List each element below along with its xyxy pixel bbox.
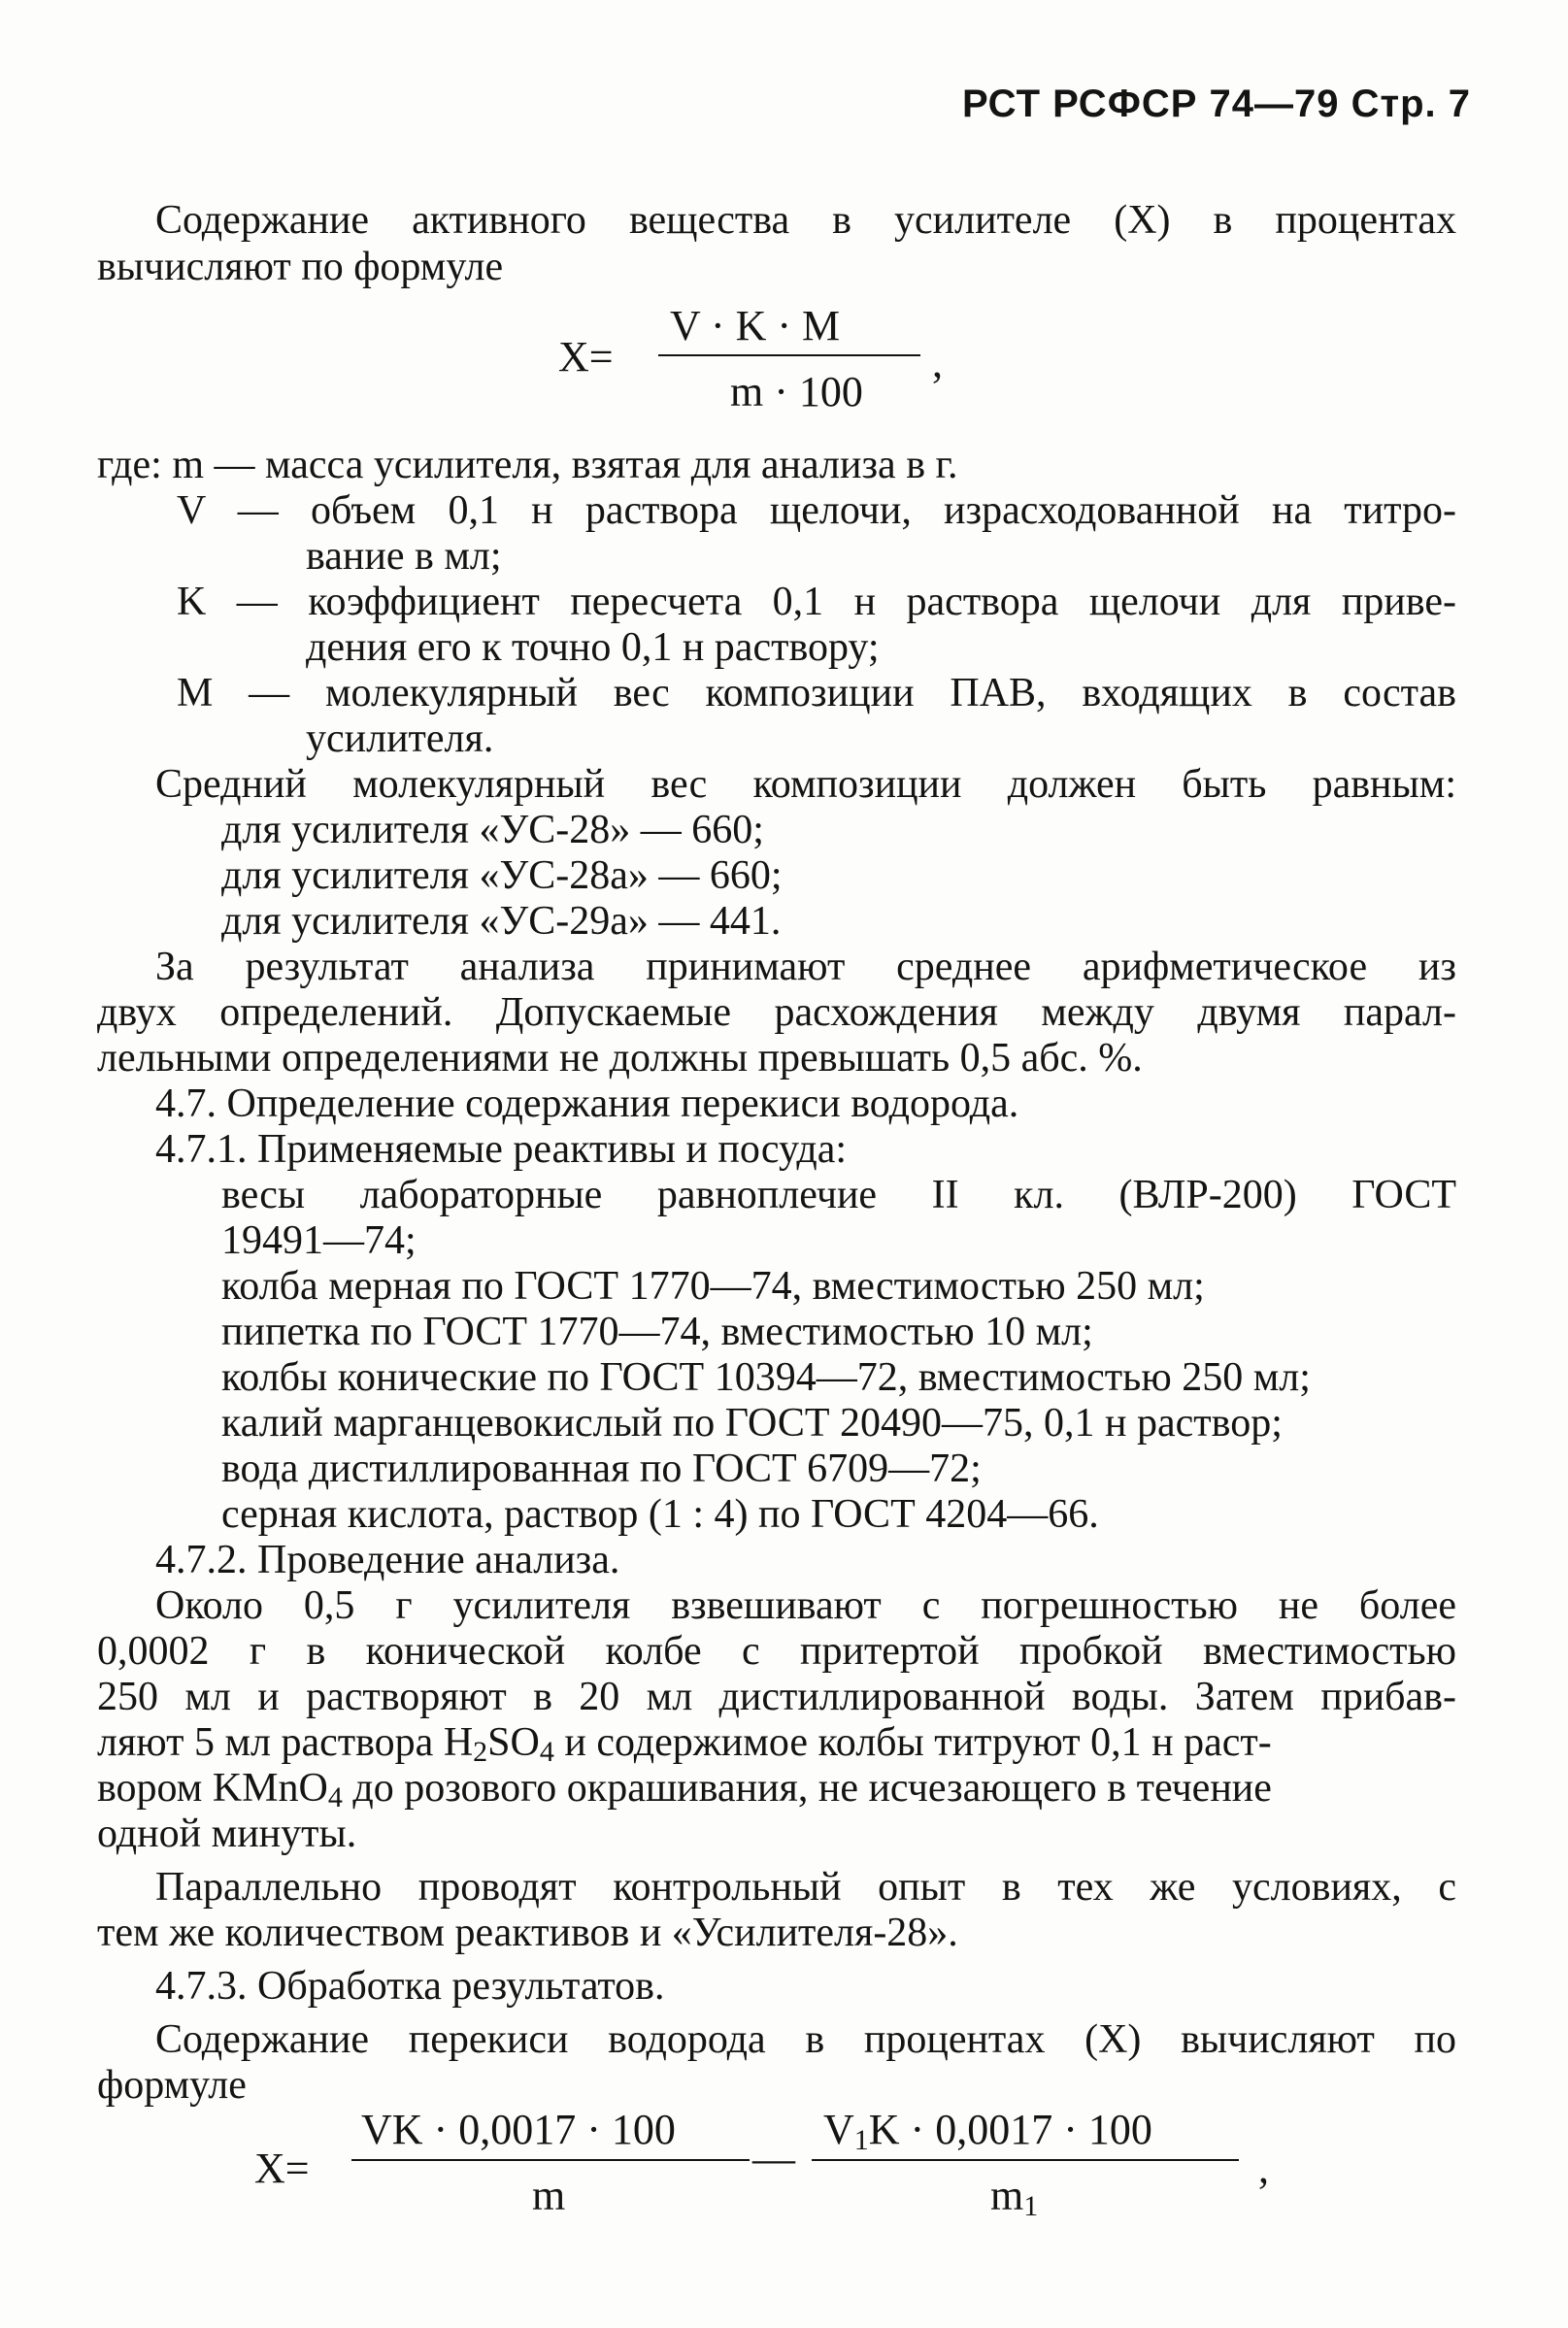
- analysis-line4-part-b: SO: [487, 1720, 540, 1765]
- where-item-v: V — объем 0,1 н раствора щелочи, израсходованной на титро-: [177, 488, 1456, 533]
- subscript-1: 1: [853, 2124, 869, 2156]
- section-4-7-1-heading: 4.7.1. Применяемые реактивы и посуда:: [155, 1127, 848, 1172]
- section-4-7-heading: 4.7. Определение содержания перекиси водорода.: [155, 1081, 1019, 1126]
- reagent-distilled-water: вода дистиллированная по ГОСТ 6709—72;: [221, 1447, 982, 1491]
- formula2-numerator-2-rest: K · 0,0017 · 100: [868, 2106, 1152, 2153]
- subscript-4: 4: [327, 1781, 343, 1813]
- reagent-flask-volumetric: колба мерная по ГОСТ 1770—74, вместимостью 250 мл;: [221, 1264, 1205, 1309]
- section-4-7-2-heading: 4.7.2. Проведение анализа.: [155, 1538, 620, 1582]
- result-line1: За результат анализа принимают среднее арифметическое из: [155, 945, 1456, 989]
- analysis-line5-part-a: вором KMnO: [97, 1766, 328, 1811]
- formula2-denominator-1: m: [532, 2172, 566, 2219]
- formula2-v1-symbol: V: [823, 2106, 854, 2153]
- formula2-fraction-bar-2: [812, 2159, 1239, 2161]
- result-line2: двух определений. Допускаемые расхождения между двумя парал-: [97, 990, 1456, 1035]
- analysis-line4-part-c: и содержимое колбы титруют 0,1 н раст-: [553, 1720, 1272, 1765]
- para1-line1: Содержание активного вещества в усилителе (X) в процентах: [155, 198, 1456, 243]
- where-item-k-cont: дения его к точно 0,1 н раствору;: [306, 625, 880, 670]
- final-para-line2: формуле: [97, 2063, 247, 2108]
- reagent-pipette: пипетка по ГОСТ 1770—74, вместимостью 10 мл;: [221, 1310, 1093, 1354]
- formula2-numerator-2: [823, 2105, 1152, 2157]
- formula1-fraction-bar: [658, 354, 920, 356]
- formula1-denominator: m · 100: [730, 368, 863, 416]
- reagent-flasks-conical: колбы конические по ГОСТ 10394—72, вместимостью 250 мл;: [221, 1355, 1311, 1400]
- formula2-numerator-1: VK · 0,0017 · 100: [361, 2106, 676, 2153]
- formula2-m1-symbol: m: [990, 2172, 1024, 2219]
- avg-weight-us28: для усилителя «УС-28» — 660;: [221, 808, 764, 852]
- where-item-v-cont: вание в мл;: [306, 534, 502, 579]
- analysis-line2: 0,0002 г в конической колбе с притертой пробкой вместимостью: [97, 1629, 1456, 1674]
- para1-line2: вычисляют по формуле: [97, 245, 504, 289]
- subscript-2: 2: [473, 1736, 488, 1768]
- control-line1: Параллельно проводят контрольный опыт в тех же условиях, с: [155, 1865, 1456, 1910]
- analysis-line1: Около 0,5 г усилителя взвешивают с погрешностью не более: [155, 1583, 1456, 1628]
- final-para-line1: Содержание перекиси водорода в процентах (X) вычисляют по: [155, 2017, 1456, 2062]
- avg-weight-us29a: для усилителя «УС-29а» — 441.: [221, 899, 782, 944]
- subscript-1: 1: [1023, 2190, 1039, 2222]
- where-item-k: K — коэффициент пересчета 0,1 н раствора щелочи для приве-: [177, 580, 1456, 624]
- formula2-denominator-2: [990, 2171, 1038, 2223]
- subscript-4: 4: [539, 1736, 554, 1768]
- formula1-comma: ,: [932, 339, 943, 386]
- where-item-m2: M — молекулярный вес композиции ПАВ, входящих в состав: [177, 671, 1456, 715]
- section-4-7-3-heading: 4.7.3. Обработка результатов.: [155, 1964, 665, 2009]
- analysis-line5-part-b: до розового окрашивания, не исчезающего в течение: [342, 1766, 1272, 1811]
- formula1-lhs: X=: [558, 333, 614, 381]
- reagent-scales: весы лабораторные равноплечие II кл. (ВЛР-200) ГОСТ: [221, 1173, 1456, 1217]
- reagent-sulfuric-acid: серная кислота, раствор (1 : 4) по ГОСТ 4204—66.: [221, 1492, 1099, 1537]
- analysis-line6: одной минуты.: [97, 1812, 357, 1856]
- analysis-line4-part-a: ляют 5 мл раствора H: [97, 1720, 474, 1765]
- reagent-scales-cont: 19491—74;: [221, 1218, 417, 1263]
- avg-weight-intro: Средний молекулярный вес композиции должен быть равным:: [155, 762, 1456, 807]
- page-header: РСТ РСФСР 74—79 Стр. 7: [962, 83, 1471, 125]
- where-item-m: где: m — масса усилителя, взятая для анализа в г.: [97, 443, 958, 487]
- formula2-comma: ,: [1258, 2145, 1269, 2192]
- where-item-m2-cont: усилителя.: [306, 716, 494, 761]
- formula2-fraction-bar-1: [351, 2159, 750, 2161]
- avg-weight-us28a: для усилителя «УС-28а» — 660;: [221, 853, 783, 898]
- analysis-line3: 250 мл и растворяют в 20 мл дистиллированной воды. Затем прибав-: [97, 1675, 1456, 1719]
- control-line2: тем же количеством реактивов и «Усилителя-28».: [97, 1911, 958, 1955]
- reagent-permanganate: калий марганцевокислый по ГОСТ 20490—75, 0,1 н раствор;: [221, 1401, 1283, 1446]
- result-line3: лельными определениями не должны превышать 0,5 абс. %.: [97, 1036, 1143, 1081]
- formula1-numerator: V · K · M: [670, 302, 841, 349]
- formula2-lhs: X=: [254, 2145, 310, 2192]
- formula2-minus: —: [752, 2135, 795, 2182]
